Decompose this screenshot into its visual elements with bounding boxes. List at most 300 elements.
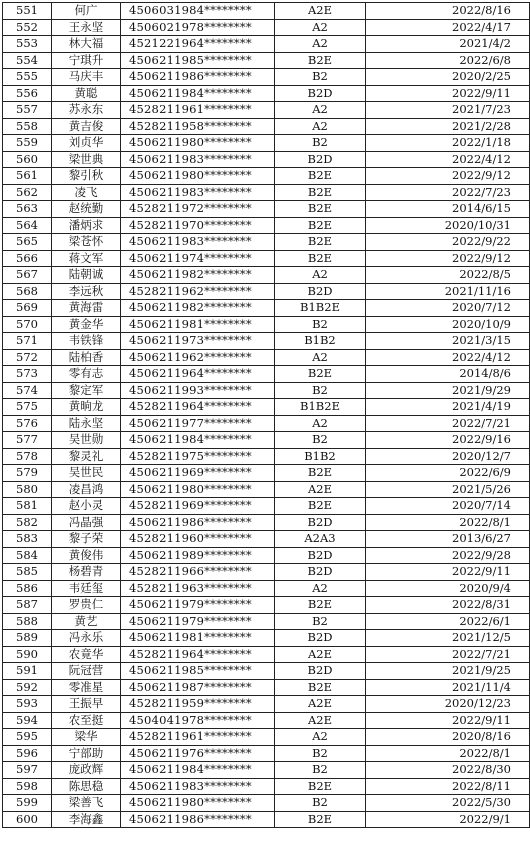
name-cell: 黄吉俊 (52, 118, 121, 135)
row-number-cell: 560 (3, 151, 52, 168)
table-row (3, 448, 530, 465)
id-number-cell: 4506211983******** (121, 234, 275, 251)
row-number-cell: 598 (3, 778, 52, 795)
id-number-cell: 4506211986******** (121, 514, 275, 531)
row-number-cell: 583 (3, 531, 52, 548)
license-table (2, 2, 530, 828)
id-number-cell: 4506211989******** (121, 547, 275, 564)
name-cell: 梁苍怀 (52, 234, 121, 251)
date-cell: 2022/6/9 (366, 465, 530, 482)
license-class-cell: B2E (275, 250, 366, 267)
id-number-cell: 4506021978******** (121, 19, 275, 36)
id-number-cell: 4506211984******** (121, 85, 275, 102)
table-row (3, 36, 530, 53)
row-number-cell: 578 (3, 448, 52, 465)
name-cell: 李远秋 (52, 283, 121, 300)
name-cell: 苏永东 (52, 102, 121, 119)
table-row (3, 696, 530, 713)
row-number-cell: 573 (3, 366, 52, 383)
row-number-cell: 594 (3, 712, 52, 729)
license-class-cell: B2 (275, 382, 366, 399)
license-class-cell: B2E (275, 778, 366, 795)
row-number-cell: 590 (3, 646, 52, 663)
id-number-cell: 4528211963******** (121, 580, 275, 597)
row-number-cell: 567 (3, 267, 52, 284)
name-cell: 陆永坚 (52, 415, 121, 432)
name-cell: 宁部助 (52, 745, 121, 762)
row-number-cell: 595 (3, 729, 52, 746)
license-class-cell: A2 (275, 19, 366, 36)
table-row (3, 679, 530, 696)
row-number-cell: 553 (3, 36, 52, 53)
name-cell: 韦铁锋 (52, 333, 121, 350)
license-class-cell: B1B2E (275, 399, 366, 416)
id-number-cell: 4506031984******** (121, 3, 275, 20)
id-number-cell: 4506211986******** (121, 811, 275, 828)
id-number-cell: 4506211983******** (121, 778, 275, 795)
license-class-cell: B2D (275, 85, 366, 102)
name-cell: 庞政辉 (52, 762, 121, 779)
row-number-cell: 559 (3, 135, 52, 152)
table-row (3, 52, 530, 69)
id-number-cell: 4506211973******** (121, 333, 275, 350)
date-cell: 2022/8/5 (366, 267, 530, 284)
license-class-cell: B2D (275, 630, 366, 647)
license-class-cell: B2D (275, 564, 366, 581)
table-row (3, 778, 530, 795)
name-cell: 罗贵仁 (52, 597, 121, 614)
license-class-cell: A2E (275, 646, 366, 663)
id-number-cell: 4506211985******** (121, 52, 275, 69)
name-cell: 杨碧青 (52, 564, 121, 581)
table-row (3, 514, 530, 531)
name-cell: 潘炳求 (52, 217, 121, 234)
row-number-cell: 592 (3, 679, 52, 696)
id-number-cell: 4506211980******** (121, 481, 275, 498)
license-class-cell: A2 (275, 36, 366, 53)
row-number-cell: 576 (3, 415, 52, 432)
table-row (3, 415, 530, 432)
date-cell: 2021/7/23 (366, 102, 530, 119)
date-cell: 2022/5/30 (366, 795, 530, 812)
date-cell: 2022/9/22 (366, 234, 530, 251)
table-row (3, 580, 530, 597)
date-cell: 2022/9/1 (366, 811, 530, 828)
date-cell: 2014/6/15 (366, 201, 530, 218)
table-row (3, 349, 530, 366)
id-number-cell: 4528211961******** (121, 102, 275, 119)
id-number-cell: 4506211979******** (121, 613, 275, 630)
id-number-cell: 4528211970******** (121, 217, 275, 234)
id-number-cell: 4528211964******** (121, 399, 275, 416)
table-row (3, 762, 530, 779)
table-row (3, 3, 530, 20)
table-row (3, 729, 530, 746)
table-row (3, 432, 530, 449)
row-number-cell: 558 (3, 118, 52, 135)
id-number-cell: 4506211983******** (121, 184, 275, 201)
row-number-cell: 556 (3, 85, 52, 102)
license-class-cell: B1B2 (275, 333, 366, 350)
table-row (3, 811, 530, 828)
license-class-cell: B2E (275, 679, 366, 696)
id-number-cell: 4506211984******** (121, 432, 275, 449)
id-number-cell: 4506211982******** (121, 267, 275, 284)
date-cell: 2022/9/28 (366, 547, 530, 564)
name-cell: 零准星 (52, 679, 121, 696)
table-row (3, 250, 530, 267)
row-number-cell: 575 (3, 399, 52, 416)
name-cell: 宁琪升 (52, 52, 121, 69)
row-number-cell: 571 (3, 333, 52, 350)
date-cell: 2020/10/31 (366, 217, 530, 234)
license-class-cell: B2E (275, 597, 366, 614)
row-number-cell: 587 (3, 597, 52, 614)
date-cell: 2014/8/6 (366, 366, 530, 383)
license-class-cell: B2 (275, 69, 366, 86)
date-cell: 2021/12/5 (366, 630, 530, 647)
row-number-cell: 569 (3, 300, 52, 317)
date-cell: 2020/8/16 (366, 729, 530, 746)
row-number-cell: 596 (3, 745, 52, 762)
table-row (3, 366, 530, 383)
license-class-cell: B1B2E (275, 300, 366, 317)
name-cell: 凌飞 (52, 184, 121, 201)
table-row (3, 745, 530, 762)
table-row (3, 184, 530, 201)
id-number-cell: 4521221964******** (121, 36, 275, 53)
id-number-cell: 4506211979******** (121, 597, 275, 614)
table-row (3, 712, 530, 729)
table-row (3, 564, 530, 581)
id-number-cell: 4506211986******** (121, 69, 275, 86)
name-cell: 王振早 (52, 696, 121, 713)
id-number-cell: 4528211962******** (121, 283, 275, 300)
id-number-cell: 4528211969******** (121, 498, 275, 515)
row-number-cell: 555 (3, 69, 52, 86)
name-cell: 韦廷玺 (52, 580, 121, 597)
date-cell: 2020/12/7 (366, 448, 530, 465)
id-number-cell: 4528211975******** (121, 448, 275, 465)
name-cell: 赵统勤 (52, 201, 121, 218)
date-cell: 2020/9/4 (366, 580, 530, 597)
id-number-cell: 4528211966******** (121, 564, 275, 581)
name-cell: 阮冠营 (52, 663, 121, 680)
date-cell: 2021/9/25 (366, 663, 530, 680)
table-row (3, 399, 530, 416)
table-row (3, 234, 530, 251)
table-row (3, 85, 530, 102)
row-number-cell: 554 (3, 52, 52, 69)
row-number-cell: 582 (3, 514, 52, 531)
date-cell: 2022/7/23 (366, 184, 530, 201)
date-cell: 2022/7/21 (366, 646, 530, 663)
license-class-cell: B2E (275, 498, 366, 515)
name-cell: 赵小灵 (52, 498, 121, 515)
row-number-cell: 563 (3, 201, 52, 218)
row-number-cell: 574 (3, 382, 52, 399)
id-number-cell: 4528211964******** (121, 646, 275, 663)
license-class-cell: A2 (275, 580, 366, 597)
name-cell: 黎灵礼 (52, 448, 121, 465)
name-cell: 刘贞华 (52, 135, 121, 152)
license-class-cell: B2D (275, 151, 366, 168)
license-class-cell: B2 (275, 795, 366, 812)
row-number-cell: 586 (3, 580, 52, 597)
date-cell: 2021/3/15 (366, 333, 530, 350)
id-number-cell: 4528211972******** (121, 201, 275, 218)
table-row (3, 382, 530, 399)
license-class-cell: B2E (275, 234, 366, 251)
date-cell: 2022/7/21 (366, 415, 530, 432)
name-cell: 冯永乐 (52, 630, 121, 647)
name-cell: 王永坚 (52, 19, 121, 36)
id-number-cell: 4528211961******** (121, 729, 275, 746)
date-cell: 2022/4/12 (366, 349, 530, 366)
table-row (3, 316, 530, 333)
row-number-cell: 584 (3, 547, 52, 564)
license-class-cell: A2E (275, 712, 366, 729)
table-body (3, 3, 530, 828)
id-number-cell: 4504041978******** (121, 712, 275, 729)
license-class-cell: B2 (275, 762, 366, 779)
license-class-cell: A2 (275, 729, 366, 746)
id-number-cell: 4506211984******** (121, 762, 275, 779)
name-cell: 农竟华 (52, 646, 121, 663)
license-class-cell: A2E (275, 481, 366, 498)
license-class-cell: B2E (275, 366, 366, 383)
date-cell: 2022/9/12 (366, 250, 530, 267)
table-row (3, 630, 530, 647)
date-cell: 2013/6/27 (366, 531, 530, 548)
license-class-cell: B2D (275, 547, 366, 564)
id-number-cell: 4506211993******** (121, 382, 275, 399)
name-cell: 凌昌鸿 (52, 481, 121, 498)
table-row (3, 151, 530, 168)
id-number-cell: 4506211962******** (121, 349, 275, 366)
table-row (3, 646, 530, 663)
row-number-cell: 597 (3, 762, 52, 779)
name-cell: 李海鑫 (52, 811, 121, 828)
name-cell: 黎引秋 (52, 168, 121, 185)
id-number-cell: 4506211977******** (121, 415, 275, 432)
id-number-cell: 4506211985******** (121, 663, 275, 680)
id-number-cell: 4506211969******** (121, 465, 275, 482)
id-number-cell: 4506211981******** (121, 316, 275, 333)
license-class-cell: A2 (275, 102, 366, 119)
name-cell: 林大福 (52, 36, 121, 53)
name-cell: 梁华 (52, 729, 121, 746)
date-cell: 2022/1/18 (366, 135, 530, 152)
date-cell: 2022/8/16 (366, 3, 530, 20)
row-number-cell: 570 (3, 316, 52, 333)
name-cell: 冯晶强 (52, 514, 121, 531)
id-number-cell: 4506211980******** (121, 795, 275, 812)
row-number-cell: 564 (3, 217, 52, 234)
table-row (3, 597, 530, 614)
name-cell: 黄艺 (52, 613, 121, 630)
date-cell: 2022/8/1 (366, 745, 530, 762)
date-cell: 2022/9/11 (366, 85, 530, 102)
row-number-cell: 561 (3, 168, 52, 185)
row-number-cell: 551 (3, 3, 52, 20)
license-class-cell: A2 (275, 118, 366, 135)
license-class-cell: A2 (275, 267, 366, 284)
table-row (3, 19, 530, 36)
name-cell: 吴世勋 (52, 432, 121, 449)
table-row (3, 69, 530, 86)
date-cell: 2022/8/30 (366, 762, 530, 779)
date-cell: 2022/4/17 (366, 19, 530, 36)
row-number-cell: 566 (3, 250, 52, 267)
date-cell: 2021/2/28 (366, 118, 530, 135)
id-number-cell: 4506211980******** (121, 135, 275, 152)
row-number-cell: 588 (3, 613, 52, 630)
row-number-cell: 579 (3, 465, 52, 482)
license-class-cell: B2D (275, 283, 366, 300)
date-cell: 2021/5/26 (366, 481, 530, 498)
name-cell: 黎子荣 (52, 531, 121, 548)
name-cell: 吴世民 (52, 465, 121, 482)
table-row (3, 168, 530, 185)
date-cell: 2022/6/1 (366, 613, 530, 630)
name-cell: 零有志 (52, 366, 121, 383)
license-class-cell: B1B2 (275, 448, 366, 465)
date-cell: 2022/9/11 (366, 564, 530, 581)
date-cell: 2022/9/11 (366, 712, 530, 729)
name-cell: 农至挺 (52, 712, 121, 729)
date-cell: 2022/8/11 (366, 778, 530, 795)
name-cell: 黄聪 (52, 85, 121, 102)
date-cell: 2022/6/8 (366, 52, 530, 69)
date-cell: 2020/7/14 (366, 498, 530, 515)
row-number-cell: 581 (3, 498, 52, 515)
license-class-cell: A2E (275, 3, 366, 20)
license-class-cell: A2 (275, 415, 366, 432)
license-class-cell: B2 (275, 432, 366, 449)
name-cell: 梁世典 (52, 151, 121, 168)
license-class-cell: A2E (275, 696, 366, 713)
row-number-cell: 580 (3, 481, 52, 498)
row-number-cell: 585 (3, 564, 52, 581)
date-cell: 2022/9/12 (366, 168, 530, 185)
table-row (3, 217, 530, 234)
row-number-cell: 568 (3, 283, 52, 300)
date-cell: 2020/10/9 (366, 316, 530, 333)
row-number-cell: 572 (3, 349, 52, 366)
row-number-cell: 591 (3, 663, 52, 680)
row-number-cell: 599 (3, 795, 52, 812)
name-cell: 黎定军 (52, 382, 121, 399)
row-number-cell: 557 (3, 102, 52, 119)
license-class-cell: B2 (275, 316, 366, 333)
date-cell: 2022/8/1 (366, 514, 530, 531)
license-class-cell: B2E (275, 168, 366, 185)
id-number-cell: 4528211960******** (121, 531, 275, 548)
table-row (3, 531, 530, 548)
license-class-cell: B2E (275, 52, 366, 69)
date-cell: 2021/4/2 (366, 36, 530, 53)
license-class-cell: A2A3 (275, 531, 366, 548)
table-row (3, 333, 530, 350)
license-class-cell: B2 (275, 135, 366, 152)
table-row (3, 201, 530, 218)
row-number-cell: 552 (3, 19, 52, 36)
license-class-cell: B2E (275, 811, 366, 828)
name-cell: 黄晌龙 (52, 399, 121, 416)
id-number-cell: 4528211958******** (121, 118, 275, 135)
date-cell: 2021/11/16 (366, 283, 530, 300)
name-cell: 陈思稳 (52, 778, 121, 795)
date-cell: 2020/7/12 (366, 300, 530, 317)
row-number-cell: 577 (3, 432, 52, 449)
license-class-cell: B2E (275, 217, 366, 234)
table-row (3, 283, 530, 300)
table-row (3, 300, 530, 317)
name-cell: 黄海雷 (52, 300, 121, 317)
id-number-cell: 4506211976******** (121, 745, 275, 762)
date-cell: 2022/4/12 (366, 151, 530, 168)
table-row (3, 663, 530, 680)
name-cell: 蒋文军 (52, 250, 121, 267)
row-number-cell: 562 (3, 184, 52, 201)
table-row (3, 481, 530, 498)
date-cell: 2021/9/29 (366, 382, 530, 399)
license-class-cell: B2 (275, 745, 366, 762)
id-number-cell: 4506211974******** (121, 250, 275, 267)
name-cell: 黄金华 (52, 316, 121, 333)
id-number-cell: 4506211981******** (121, 630, 275, 647)
date-cell: 2021/11/4 (366, 679, 530, 696)
table-row (3, 498, 530, 515)
row-number-cell: 589 (3, 630, 52, 647)
id-number-cell: 4528211959******** (121, 696, 275, 713)
row-number-cell: 565 (3, 234, 52, 251)
name-cell: 梁善飞 (52, 795, 121, 812)
table-row (3, 547, 530, 564)
name-cell: 何广 (52, 3, 121, 20)
license-class-cell: B2E (275, 201, 366, 218)
license-class-cell: A2 (275, 349, 366, 366)
date-cell: 2020/2/25 (366, 69, 530, 86)
license-class-cell: B2D (275, 663, 366, 680)
table-row (3, 465, 530, 482)
date-cell: 2022/9/16 (366, 432, 530, 449)
license-class-cell: B2D (275, 514, 366, 531)
row-number-cell: 600 (3, 811, 52, 828)
license-class-cell: B2E (275, 184, 366, 201)
table-row (3, 135, 530, 152)
name-cell: 黄俊伟 (52, 547, 121, 564)
table-row (3, 795, 530, 812)
date-cell: 2020/12/23 (366, 696, 530, 713)
date-cell: 2022/8/31 (366, 597, 530, 614)
id-number-cell: 4506211987******** (121, 679, 275, 696)
table-row (3, 267, 530, 284)
id-number-cell: 4506211983******** (121, 151, 275, 168)
name-cell: 陆朝诚 (52, 267, 121, 284)
id-number-cell: 4506211982******** (121, 300, 275, 317)
license-class-cell: B2E (275, 465, 366, 482)
date-cell: 2021/4/19 (366, 399, 530, 416)
table-row (3, 613, 530, 630)
name-cell: 陆柏香 (52, 349, 121, 366)
name-cell: 马庆丰 (52, 69, 121, 86)
row-number-cell: 593 (3, 696, 52, 713)
table-row (3, 102, 530, 119)
license-class-cell: B2 (275, 613, 366, 630)
table-row (3, 118, 530, 135)
